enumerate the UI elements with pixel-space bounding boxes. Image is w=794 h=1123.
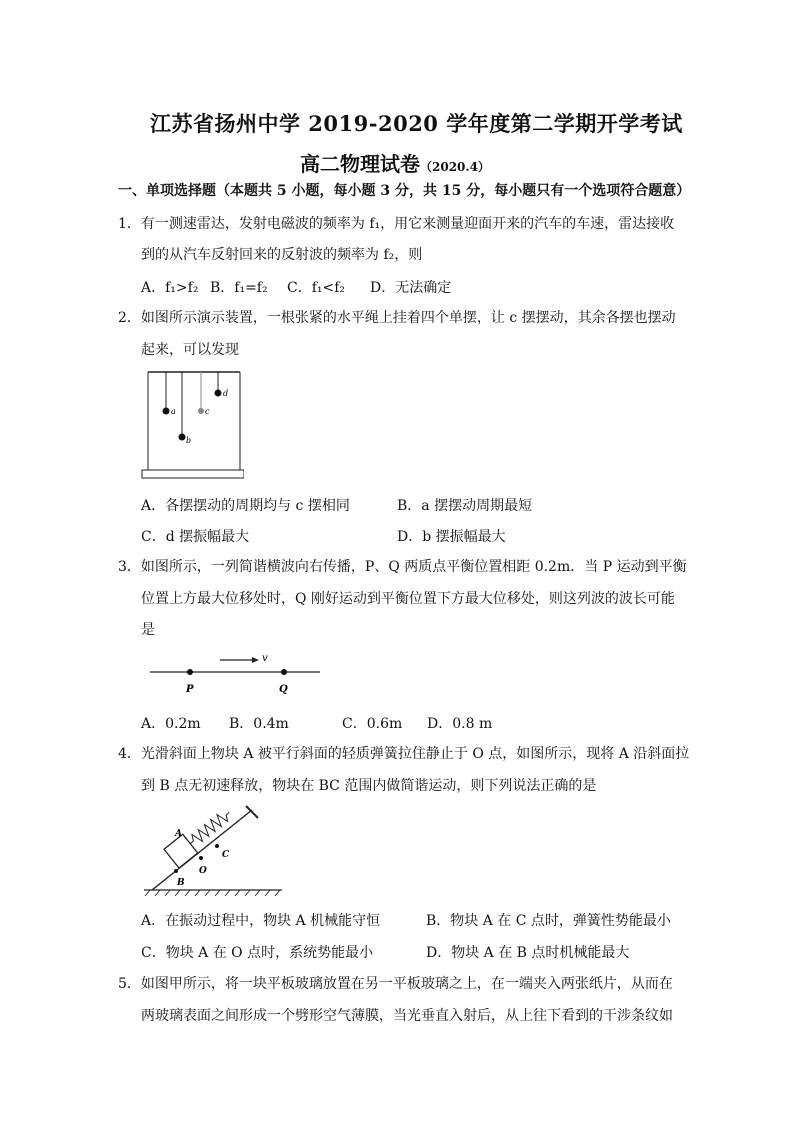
q3-option-b: B．0.4m bbox=[229, 716, 289, 732]
ground-hatching bbox=[145, 890, 280, 896]
q1-option-a: A．f₁>f₂ bbox=[141, 280, 199, 296]
q2-line1: 2．如图所示演示装置，一根张紧的水平绳上挂着四个单摆，让 c 摆摆动，其余各摆也摆动 bbox=[118, 310, 676, 326]
q1-option-d: D．无法确定 bbox=[370, 280, 452, 296]
q3-option-c: C．0.6m bbox=[342, 716, 403, 732]
q2-option-a: A．各摆摆动的周期均与 c 摆相同 bbox=[141, 498, 350, 514]
label-b: B bbox=[177, 878, 185, 888]
q4-option-c: C．物块 A 在 O 点时，系统势能最小 bbox=[141, 945, 374, 961]
exam-date: （2020.4） bbox=[420, 160, 490, 174]
pendulum-a-bob bbox=[163, 408, 170, 415]
point-q-label: Q bbox=[279, 684, 288, 695]
velocity-label: v bbox=[262, 653, 268, 664]
pendulum-b-bob bbox=[179, 434, 186, 441]
section-heading: 一、单项选择题（本题共 5 小题，每小题 3 分，共 15 分，每小题只有一个选项符合题意） bbox=[118, 183, 691, 199]
wall bbox=[246, 806, 258, 818]
velocity-arrowhead bbox=[252, 657, 259, 663]
point-o bbox=[199, 856, 203, 860]
incline-figure bbox=[140, 802, 285, 898]
q3-option-d: D．0.8 m bbox=[427, 716, 493, 732]
point-c bbox=[215, 844, 219, 848]
pendulum-label-d: d bbox=[223, 389, 229, 398]
q1-line1: 1．有一测速雷达，发射电磁波的频率为 f₁，用它来测量迎面开来的汽车的车速，雷达接收 bbox=[118, 216, 675, 232]
pendulum-label-b: b bbox=[186, 436, 192, 445]
q5-line1: 5．如图甲所示，将一块平板玻璃放置在另一平板玻璃之上，在一端夹入两张纸片，从而在 bbox=[118, 976, 673, 992]
pendulum-label-a: a bbox=[171, 407, 176, 416]
q4-line2: 到 B 点无初速释放，物块在 BC 范围内做简谐运动，则下列说法正确的是 bbox=[141, 778, 597, 794]
q1-line2: 到的从汽车反射回来的反射波的频率为 f₂，则 bbox=[141, 247, 423, 263]
pendulum-d-bob bbox=[215, 390, 222, 397]
label-o: O bbox=[199, 866, 207, 876]
q5-line2: 两玻璃表面之间形成一个劈形空气薄膜，当光垂直入射后，从上往下看到的干涉条纹如 bbox=[141, 1008, 673, 1024]
subtitle-text: 高二物理试卷 bbox=[300, 152, 420, 176]
q1-option-c: C．f₁<f₂ bbox=[287, 280, 346, 296]
pendulum-label-c: c bbox=[205, 407, 210, 416]
point-b bbox=[174, 869, 178, 873]
point-p bbox=[187, 669, 193, 675]
point-q bbox=[281, 669, 287, 675]
q4-option-b: B．物块 A 在 C 点时，弹簧性势能最小 bbox=[426, 913, 671, 929]
exam-title: 江苏省扬州中学 2019-2020 学年度第二学期开学考试 bbox=[150, 111, 683, 136]
frame-base bbox=[142, 470, 244, 478]
q3-line3: 是 bbox=[141, 622, 155, 638]
q1-option-b: B．f₁=f₂ bbox=[210, 280, 268, 296]
q3-option-a: A．0.2m bbox=[141, 716, 201, 732]
point-p-label: P bbox=[186, 684, 194, 695]
q4-line1: 4．光滑斜面上物块 A 被平行斜面的轻质弹簧拉住静止于 O 点，如图所示，现将 A 沿斜面拉 bbox=[118, 746, 690, 762]
spring bbox=[186, 808, 233, 849]
label-a: A bbox=[175, 829, 182, 839]
q3-line2: 位置上方最大位移处时，Q 刚好运动到平衡位置下方最大位移处，则这列波的波长可能 bbox=[141, 591, 675, 607]
q2-line2: 起来，可以发现 bbox=[141, 342, 239, 358]
q2-option-d: D．b 摆振幅最大 bbox=[397, 529, 506, 545]
exam-subtitle bbox=[300, 148, 490, 177]
q4-option-d: D．物块 A 在 B 点时机械能最大 bbox=[426, 945, 630, 961]
q2-option-b: B．a 摆摆动周期最短 bbox=[397, 498, 533, 514]
q3-line1: 3．如图所示，一列简谐横波向右传播，P、Q 两质点平衡位置相距 0.2m．当 P 运动到平衡 bbox=[118, 559, 687, 575]
q2-option-c: C．d 摆振幅最大 bbox=[141, 529, 250, 545]
pendulum-figure bbox=[140, 366, 244, 482]
q4-option-a: A．在振动过程中，物块 A 机械能守恒 bbox=[141, 913, 381, 929]
wave-figure bbox=[148, 648, 328, 698]
pendulum-c-bob bbox=[198, 408, 204, 414]
label-c: C bbox=[222, 850, 230, 860]
